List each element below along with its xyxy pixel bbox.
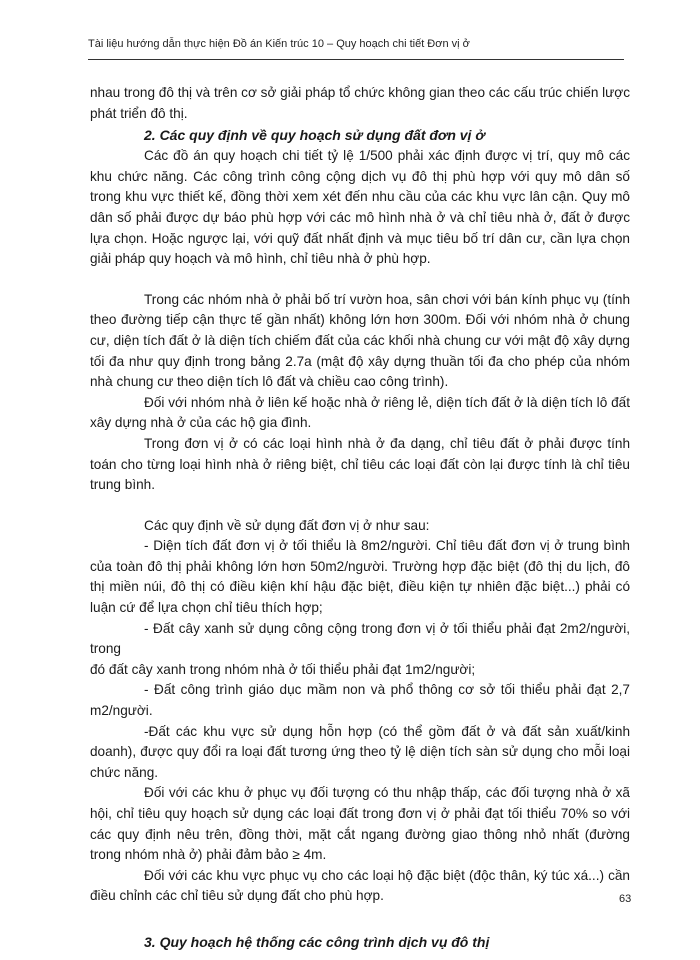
paragraph-continued: nhau trong đô thị và trên cơ sở giải pháp tổ chức không gian theo các cấu trúc chiến lược phát triển đô thị. bbox=[90, 85, 630, 121]
header-divider bbox=[88, 59, 624, 60]
list-item-continued: đó đất cây xanh trong nhóm nhà ở tối thiểu phải đạt 1m2/người; bbox=[90, 661, 476, 677]
list-item: - Đất công trình giáo dục mầm non và phổ thông cơ sở tối thiểu phải đạt 2,7 m2/người. bbox=[90, 682, 630, 719]
paragraph: Đối với các khu vực phục vụ cho các loại hộ đặc biệt (độc thân, ký túc xá...) cần điều chỉnh các chỉ tiêu sử dụng đất cho phù hợp. bbox=[90, 867, 630, 904]
paragraph-gap bbox=[90, 907, 630, 931]
paragraph: Các đồ án quy hoạch chi tiết tỷ lệ 1/500 phải xác định được vị trí, quy mô các khu chức năng. Các công trình công cộng dịch vụ đô thị phù hợp với quy mô dân số trong khu vực thiết kế, đồng thời xem xét đến nhu cầu của các khu vực lân cận. Quy mô dân số phải được dự báo phù hợp với các mô hình nhà ở và chỉ tiêu nhà ở, đất ở được lựa chọn. Hoặc ngược lại, với quỹ đất nhất định và mục tiêu bố trí dân cư, cần lựa chọn giải pháp quy hoạch và mô hình, chỉ tiêu nhà ở phù hợp. bbox=[90, 148, 630, 267]
list-item: -Đất các khu vực sử dụng hỗn hợp (có thể gồm đất ở và đất sản xuất/kinh doanh), được quy đổi ra loại đất tương ứng theo tỷ lệ diện tích sàn sử dụng cho mỗi loại chức năng. bbox=[90, 723, 630, 780]
section-heading-3: 3. Quy hoạch hệ thống các công trình dịch vụ đô thị bbox=[144, 933, 490, 950]
paragraph: Đối với các khu ở phục vụ đối tượng có thu nhập thấp, các đối tượng nhà ở xã hội, chỉ tiêu quy hoạch sử dụng các loại đất trong đơn vị ở phải đạt tối thiểu 70% so với các quy định nêu trên, đồng thời, mặt cắt ngang đường giao thông nhỏ nhất (đường trong nhóm nhà ở) phải đảm bảo ≥ 4m. bbox=[90, 785, 630, 863]
paragraph-gap bbox=[90, 270, 630, 290]
list-item: - Diện tích đất đơn vị ở tối thiểu là 8m2/người. Chỉ tiêu đất đơn vị ở trung bình của toàn đô thị phải không lớn hơn 50m2/người. Trường hợp đặc biệt (đô thị du lịch, đô thị miền núi, đô thị có điều kiện khí hậu đặc biệt, điều kiện tự nhiên đặc biệt...) phải có luận cứ để lựa chọn chỉ tiêu thích hợp; bbox=[90, 538, 630, 616]
paragraph: Các quy định về sử dụng đất đơn vị ở như sau: bbox=[144, 517, 430, 533]
running-header: Tài liệu hướng dẫn thực hiện Đồ án Kiến trúc 10 – Quy hoạch chi tiết Đơn vị ở bbox=[88, 38, 470, 50]
page-content bbox=[90, 83, 630, 953]
list-item: - Đất cây xanh sử dụng công cộng trong đơn vị ở tối thiểu phải đạt 2m2/người, trong bbox=[90, 620, 630, 657]
paragraph-gap bbox=[90, 496, 630, 516]
paragraph: Đối với nhóm nhà ở liên kế hoặc nhà ở riêng lẻ, diện tích đất ở là diện tích lô đất xây dựng nhà ở của các hộ gia đình. bbox=[90, 394, 630, 431]
paragraph: Trong đơn vị ở có các loại hình nhà ở đa dạng, chỉ tiêu đất ở phải được tính toán cho từng loại hình nhà ở riêng biệt, chỉ tiêu các loại đất còn lại được tính là chỉ tiêu trung bình. bbox=[90, 435, 630, 493]
paragraph: Trong các nhóm nhà ở phải bố trí vườn hoa, sân chơi với bán kính phục vụ (tính theo đường tiếp cận thực tế gần nhất) không lớn hơn 300m. Đối với nhóm nhà ở chung cư, diện tích đất ở là diện tích chiếm đất của các khối nhà chung cư với mật độ xây dựng tối đa như quy định trong bảng 2.7a (mật độ xây dựng thuần tối đa cho phép của nhóm nhà chung cư theo diện tích lô đất và chiều cao công trình). bbox=[90, 291, 630, 390]
section-heading-2: 2. Các quy định về quy hoạch sử dụng đất đơn vị ở bbox=[144, 127, 485, 144]
page-number: 63 bbox=[619, 893, 632, 905]
